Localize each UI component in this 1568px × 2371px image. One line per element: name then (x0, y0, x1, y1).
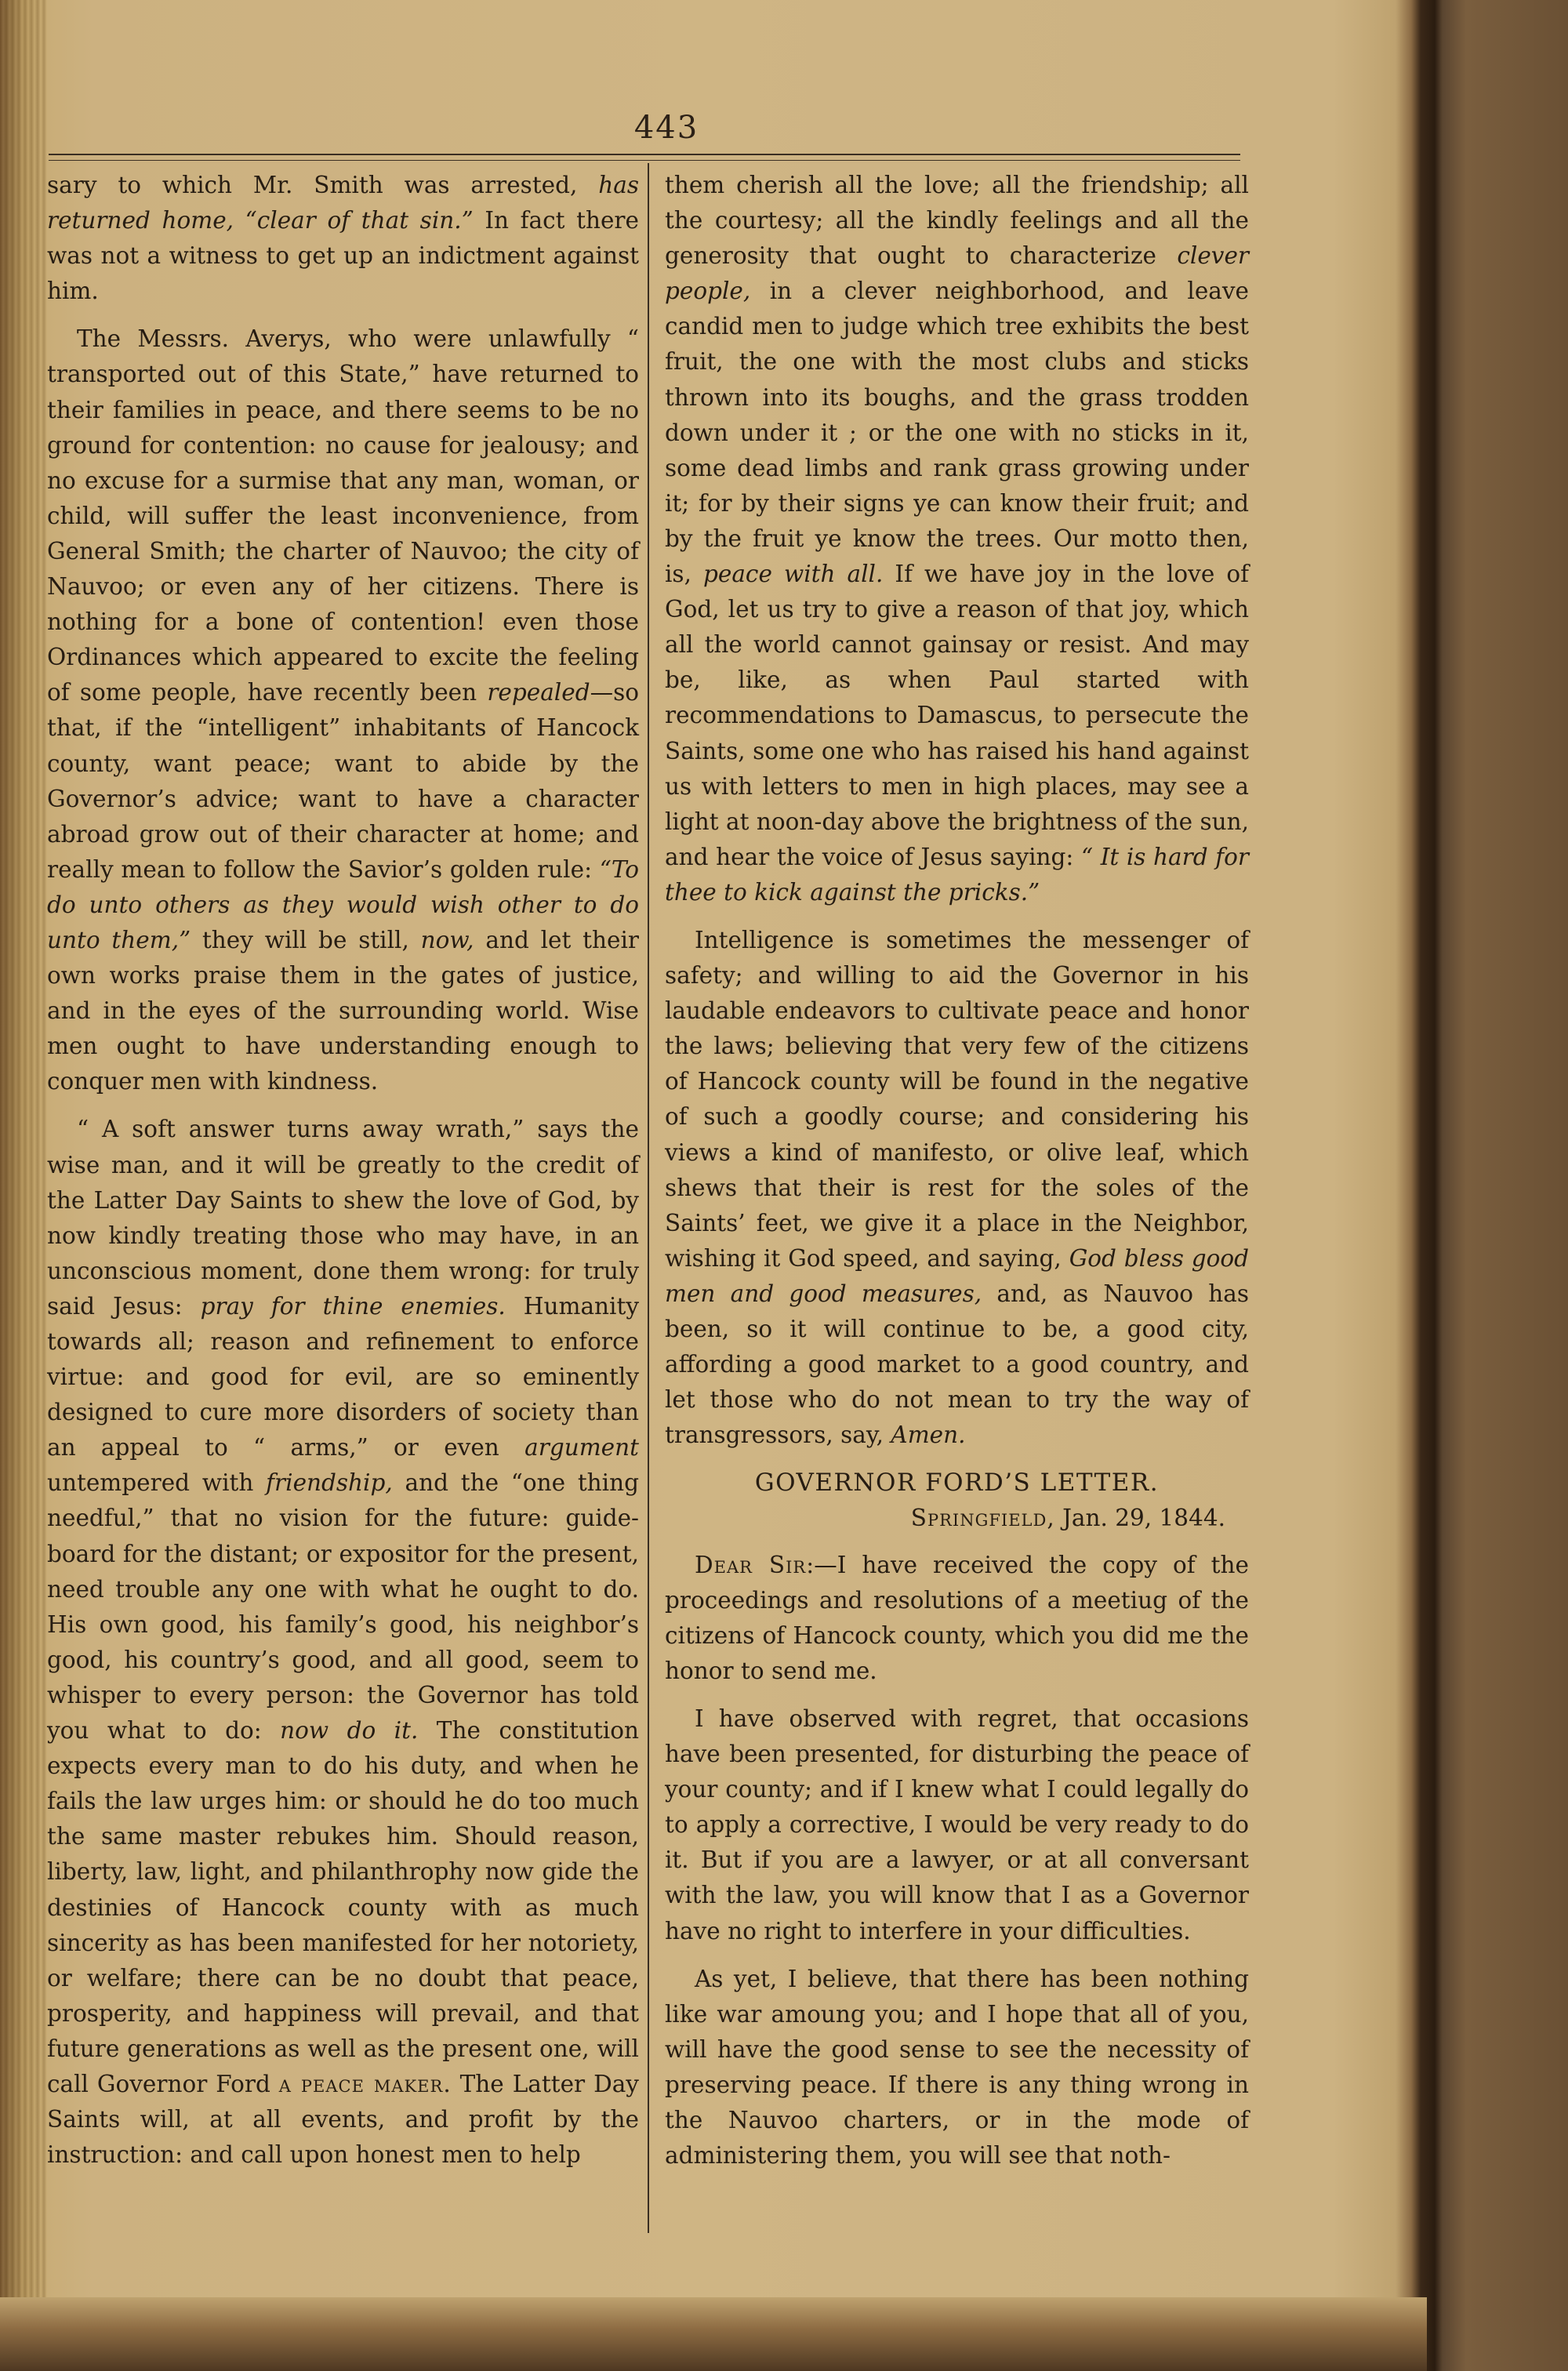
column-divider (648, 163, 649, 2233)
paragraph: The Messrs. Averys, who were unlawfully “ transported out of this State,” have returned to their families in peace, and there seems to be no ground for contention: no cause for jealousy; and no excuse for a surmise that any man, woman, or child, will suffer the least inconvenience, from General Smith; the charter of Nauvoo; the city of Nauvoo; or even any of her citizens. There is nothing for a bone of contention! even those Ordinances which appeared to excite the feeling of some people, have recently been repealed—so that, if the “intelligent” inhabitants of Hancock county, want peace; want to abide by the Governor’s advice; want to have a character abroad grow out of their character at home; and really mean to follow the Savior’s golden rule: “To do unto others as they would wish other to do unto them,” they will be still, now, and let their own works praise them in the gates of justice, and in the eyes of the surrounding world. Wise men ought to have understanding enough to conquer men with kindness. (47, 325, 640, 1095)
left-column (47, 168, 639, 2185)
right-column (665, 168, 1249, 2186)
paragraph: I have observed with regret, that occasions have been presented, for disturbing the peace of your county; and if I knew what I could legally do to apply a corrective, I would be very ready to do it. But if you are a lawyer, or at all conversant with the law, you will know that I as a Governor have no right to interfere in your difficulties. (665, 1705, 1249, 1944)
page-bottom-edge (0, 2297, 1427, 2371)
paragraph: them cherish all the love; all the friendship; all the courtesy; all the kindly feelings and all the generosity that ought to characterize clever people, in a clever neighborhood, and leave candid men to judge which tree exhibits the best fruit, the one with the most clubs and sticks thrown into its boughs, and the grass trodden down under it ; or the one with no sticks in it, some dead limbs and rank grass growing under it; for by their signs ye can know their fruit; and by the fruit ye know the trees. Our motto then, is, peace with all. If we have joy in the love of God, let us try to give a reason of that joy, which all the world cannot gainsay or resist. And may be, like, as when Paul started with recommendations to Damascus, to persecute the Saints, some one who has raised his hand against us with letters to men in high places, may see a light at noon-day above the brightness of the sun, and hear the voice of Jesus saying: “ It is hard for thee to kick against the pricks.” (665, 172, 1250, 906)
paragraph: sary to which Mr. Smith was arrested, has returned home, “clear of that sin.” In fact there was not a witness to get up an indictment against him. (47, 172, 639, 305)
page-number: 443 (633, 110, 699, 146)
paragraph: “ A soft answer turns away wrath,” says the wise man, and it will be greatly to the credit of the Latter Day Saints to shew the love of God, by now kindly treating those who may have, in an unconscious moment, done them wrong: for truly said Jesus: pray for thine enemies. Humanity towards all; reason and refinement to enforce virtue: and good for evil, are so eminently designed to cure more disorders of society than an appeal to “ arms,” or even argument untempered with friendship, and the “one thing needful,” that no vision for the future: guide-board for the distant; or expositor for the present, need trouble any one with what he ought to do. His own good, his family’s good, his neighbor’s good, his country’s good, and all good, seem to whisper to every person: the Governor has told you what to do: now do it. The constitution expects every man to do his duty, and when he fails the law urges him: or should he do too much the same master rebukes him. Should reason, liberty, law, light, and philanthrophy now gide the destinies of Hancock county with as much sincerity as has been manifested for her notoriety, or welfare; there can be no doubt that peace, prosperity, and happiness will prevail, and that future generations as well as the present one, will call Governor Ford a peace maker. The Latter Day Saints will, at all events, and profit by the instruction: and call upon honest men to help (47, 1116, 640, 2169)
header-rule-thin (49, 160, 1240, 161)
paragraph: Intelligence is sometimes the messenger of safety; and willing to aid the Governor in his laudable endeavors to cultivate peace and honor the laws; believing that very few of the citizens of Hancock county will be found in the negative of such a goodly course; and considering his views a kind of manifesto, or olive leaf, which shews that their is rest for the soles of the Saints’ feet, we give it a place in the Neighbor, wishing it God speed, and saying, God bless good men and good measures, and, as Nauvoo has been, so it will continue to be, a good city, affording a good market to a good country, and let those who do not mean to try the way of transgressors, say, Amen. (665, 926, 1249, 1449)
paragraph: As yet, I believe, that there has been nothing like war amoung you; and I hope that all of you, will have the good sense to see the necessity of preserving peace. If there is any thing wrong in the Nauvoo charters, or in the mode of administering them, you will see that noth- (665, 1965, 1249, 2169)
letter-heading: GOVERNOR FORD’S LETTER. (754, 1469, 1160, 1498)
paragraph: Dear Sir:—I have received the copy of the proceedings and resolutions of a meetiug of the citizens of Hancock county, which you did me the honor to send me. (665, 1551, 1249, 1684)
letter-dateline: Springfield, Jan. 29, 1844. (910, 1505, 1225, 1532)
header-rule (49, 154, 1240, 155)
binding-edge (0, 0, 47, 2371)
